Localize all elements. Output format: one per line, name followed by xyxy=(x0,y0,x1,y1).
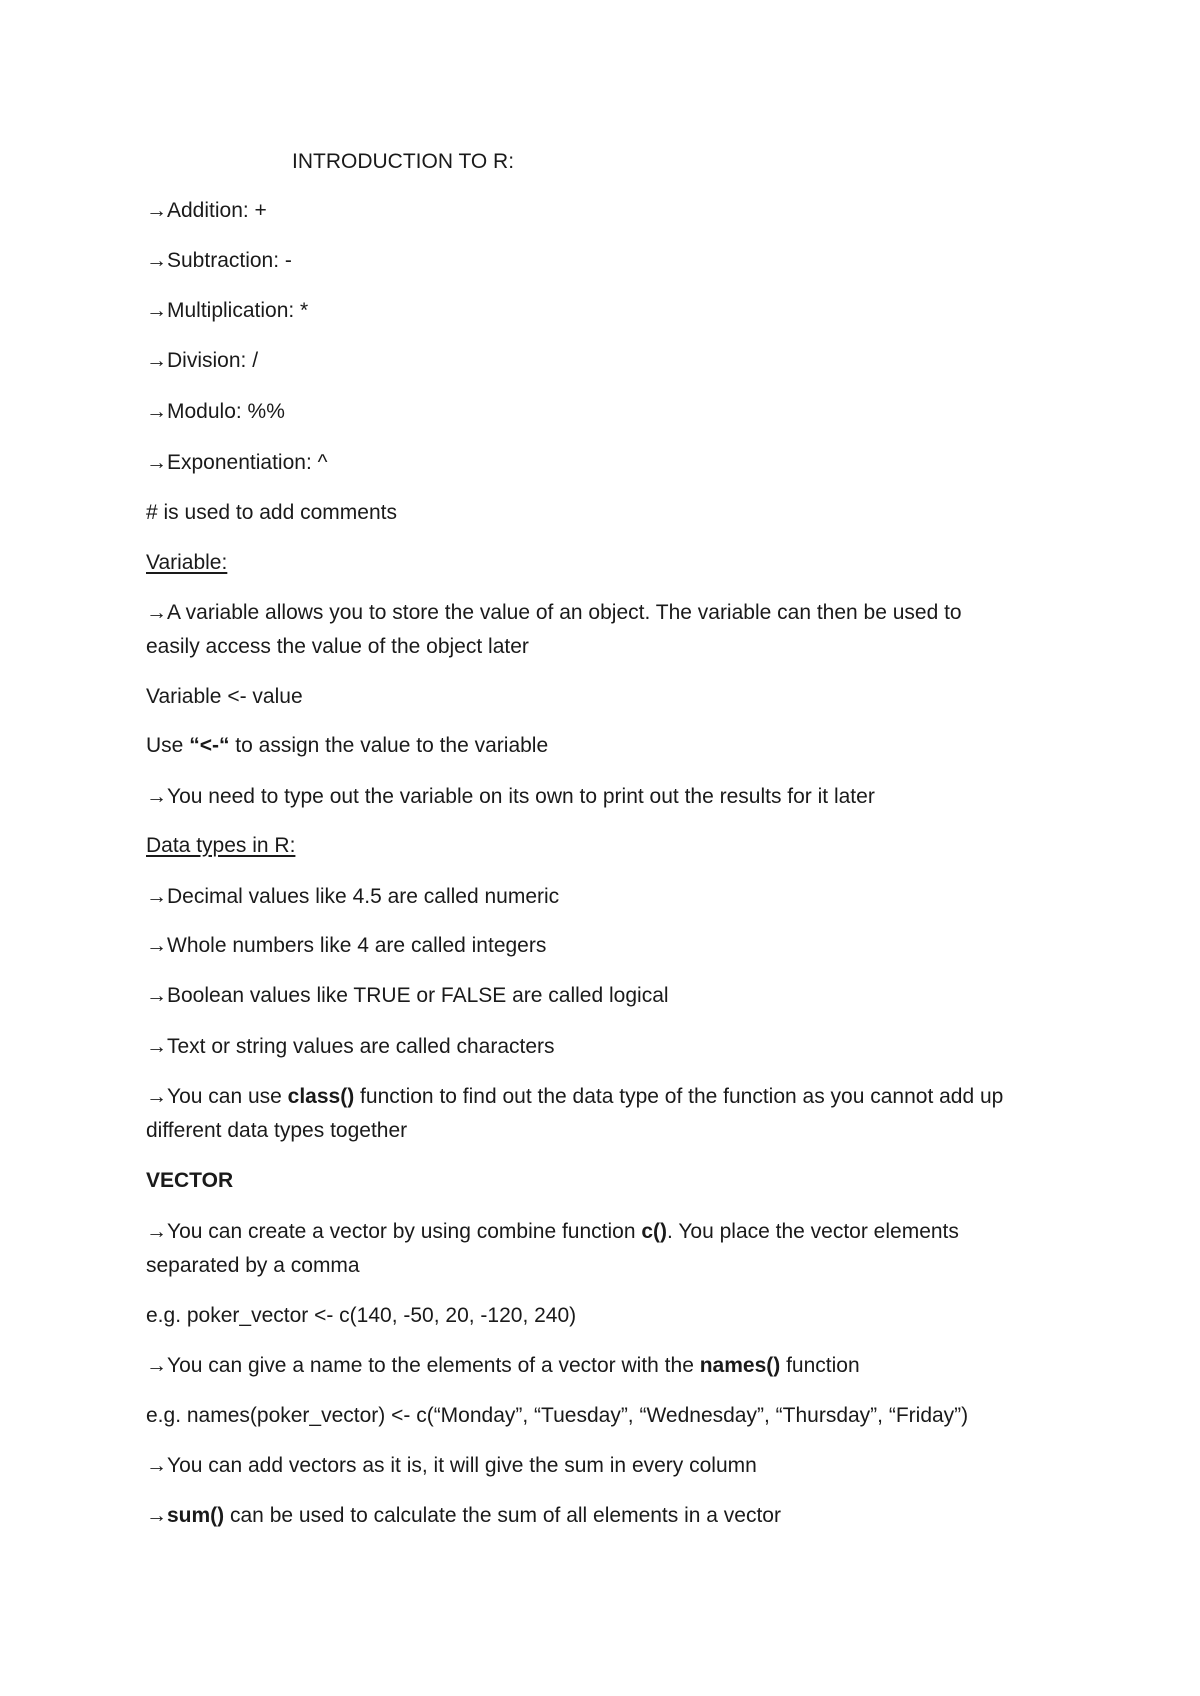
names-note xyxy=(146,1349,860,1383)
sum-arrow: → xyxy=(146,1504,167,1527)
create-post: . You place the vector elements xyxy=(667,1220,959,1243)
op-addition: →Addition: + xyxy=(146,199,267,222)
sum-post: can be used to calculate the sum of all elements in a vector xyxy=(224,1504,781,1527)
names-function: names() xyxy=(699,1354,781,1377)
variable-syntax: Variable <- value xyxy=(146,685,303,708)
datatype-logical: →Boolean values like TRUE or FALSE are called logical xyxy=(146,984,669,1007)
vector-example-1: e.g. poker_vector <- c(140, -50, 20, -120, 240) xyxy=(146,1304,577,1327)
class-post: function to find out the data type of the function as you cannot add up xyxy=(354,1085,1004,1108)
class-note-line-1 xyxy=(146,1080,1003,1114)
class-note-line-2: different data types together xyxy=(146,1119,408,1142)
assign-post: to assign the value to the variable xyxy=(229,734,549,757)
add-vectors-note: →You can add vectors as it is, it will give the sum in every column xyxy=(146,1454,757,1477)
combine-function: c() xyxy=(641,1220,668,1243)
variable-desc-line-2: easily access the value of the object later xyxy=(146,635,529,658)
datatypes-heading: Data types in R: xyxy=(146,834,296,857)
variable-heading: Variable: xyxy=(146,551,228,574)
op-exponentiation: →Exponentiation: ^ xyxy=(146,451,328,474)
datatype-numeric: →Decimal values like 4.5 are called numeric xyxy=(146,885,560,908)
print-note: →You need to type out the variable on its own to print out the results for it later xyxy=(146,785,875,808)
op-modulo: →Modulo: %% xyxy=(146,400,285,423)
op-subtraction: →Subtraction: - xyxy=(146,249,292,272)
assign-operator: “<-“ xyxy=(189,734,230,757)
op-multiplication: →Multiplication: * xyxy=(146,299,309,322)
vector-create-line-1 xyxy=(146,1215,959,1249)
vector-heading: VECTOR xyxy=(146,1169,234,1192)
variable-desc-line-1: →A variable allows you to store the value of an object. The variable can then be used to xyxy=(146,601,962,624)
op-division: →Division: / xyxy=(146,349,259,372)
class-function: class() xyxy=(287,1085,355,1108)
assign-pre: Use xyxy=(146,734,190,757)
names-pre: →You can give a name to the elements of a vector with the xyxy=(146,1354,700,1377)
vector-example-2: e.g. names(poker_vector) <- c(“Monday”, “Tuesday”, “Wednesday”, “Thursday”, “Friday”) xyxy=(146,1404,969,1427)
datatype-character: →Text or string values are called characters xyxy=(146,1035,555,1058)
names-post: function xyxy=(780,1354,860,1377)
class-pre: →You can use xyxy=(146,1085,288,1108)
datatype-integer: →Whole numbers like 4 are called integers xyxy=(146,934,547,957)
page-title: INTRODUCTION TO R: xyxy=(292,150,515,173)
sum-note xyxy=(146,1499,781,1533)
sum-function: sum() xyxy=(167,1504,225,1527)
assign-note xyxy=(146,729,548,763)
comment-note: # is used to add comments xyxy=(146,501,397,524)
create-pre: →You can create a vector by using combine function xyxy=(146,1220,642,1243)
vector-create-line-2: separated by a comma xyxy=(146,1254,360,1277)
